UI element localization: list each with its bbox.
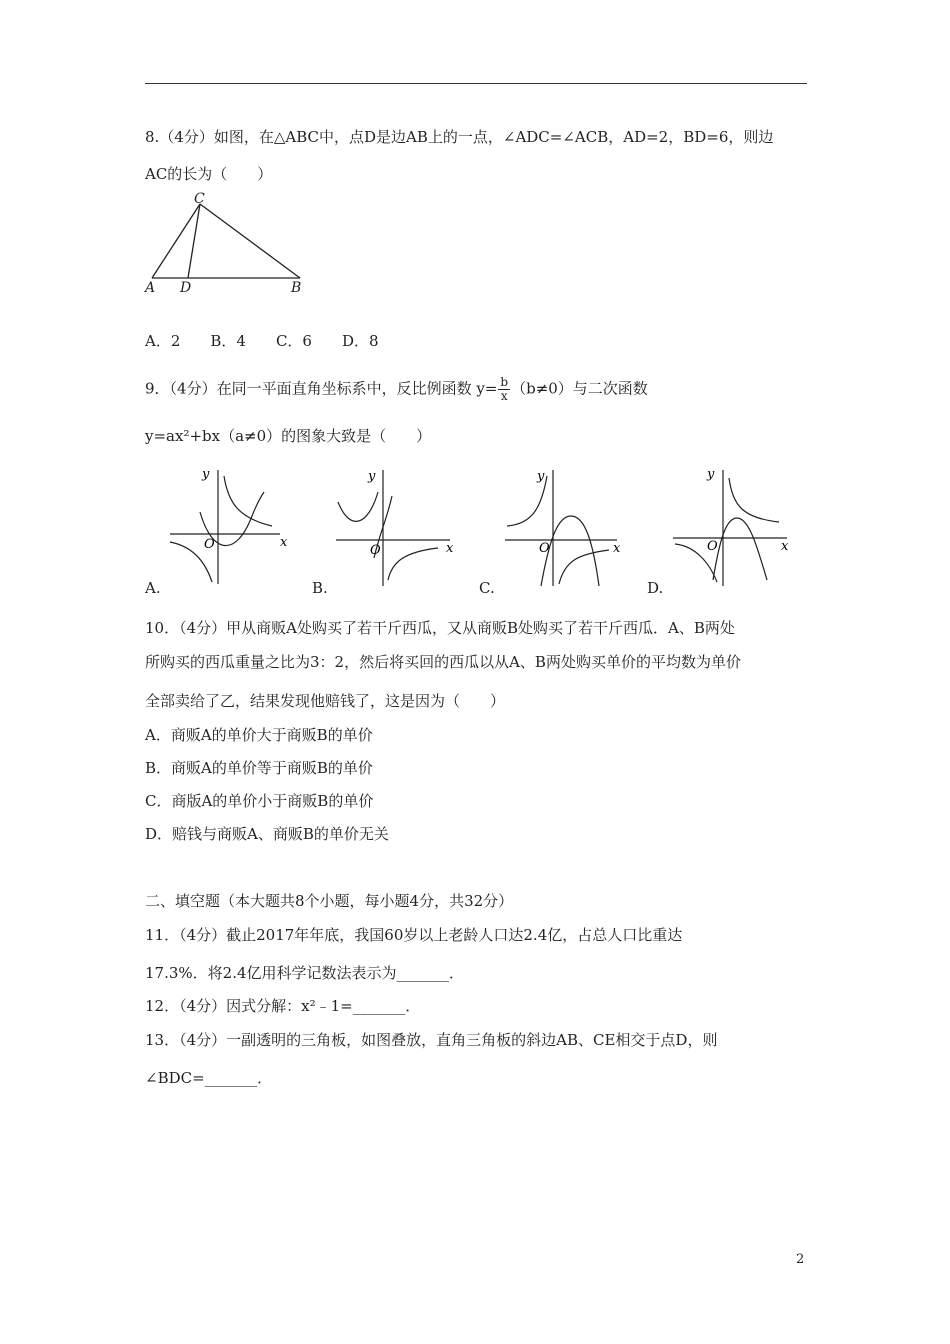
q9-fraction [498, 376, 510, 403]
q10-option-b: B．商贩A的单价等于商贩B的单价 [145, 759, 373, 777]
q10-text-line2: 所购买的西瓜重量之比为3：2，然后将买回的西瓜以从A、B两处购买单价的平均数为单价 [145, 653, 741, 671]
q9-graph-a [160, 462, 295, 592]
q13-text-line1: 13．（4分）一副透明的三角板，如图叠放，直角三角板的斜边AB、CE相交于点D，则 [145, 1031, 718, 1049]
q9-option-a-label: A. [145, 579, 161, 597]
header-rule [145, 83, 807, 84]
q9-graph-c [495, 462, 630, 592]
q10-option-d: D．赔钱与商贩A、商贩B的单价无关 [145, 825, 389, 843]
q9-c-axis-y: y [537, 469, 545, 484]
q8-text-line2: AC的长为（ ） [145, 165, 273, 183]
q8-triangle-figure [140, 190, 310, 300]
q9-a-axis-x: x [280, 535, 288, 550]
q8-label-d: D [180, 280, 192, 296]
q9-option-d-label: D. [647, 579, 664, 597]
q10-option-c: C．商版A的单价小于商贩B的单价 [145, 792, 374, 810]
q9-c-axis-x: x [613, 541, 621, 556]
q9-b-origin: O [370, 543, 381, 558]
q12-text: 12．（4分）因式分解：x²﹣1=_______． [145, 997, 421, 1015]
q8-text-line1: 8.（4分）如图，在△ABC中，点D是边AB上的一点，∠ADC=∠ACB，AD=2，BD=6，则边 [145, 128, 774, 146]
q9-c-origin: O [539, 541, 550, 556]
q9-graph-b [328, 462, 463, 592]
q10-text-line1: 10．（4分）甲从商贩A处购买了若干斤西瓜，又从商贩B处购买了若干斤西瓜．A、B两处 [145, 619, 735, 637]
q10-text-line3: 全部卖给了乙，结果发现他赔钱了，这是因为（ ） [145, 692, 506, 710]
q8-label-b: B [291, 280, 302, 296]
q9-text-post: （b≠0）与二次函数 [511, 379, 648, 398]
q9-text-pre: 9．（4分）在同一平面直角坐标系中，反比例函数 y= [145, 379, 498, 398]
q9-a-origin: O [204, 537, 215, 552]
q13-text-line2: ∠BDC=_______． [145, 1069, 273, 1087]
q9-option-b-label: B. [312, 579, 328, 597]
q9-text-line1 [145, 376, 648, 403]
q10-option-a: A．商贩A的单价大于商贩B的单价 [145, 726, 373, 744]
q8-options: A．2 B．4 C．6 D．8 [145, 332, 379, 350]
q9-option-c-label: C. [479, 579, 495, 597]
q9-text-line2: y=ax²+bx（a≠0）的图象大致是（ ） [145, 427, 432, 445]
q9-a-axis-y: y [202, 467, 210, 482]
q11-text-line2: 17.3%．将2.4亿用科学记数法表示为_______． [145, 964, 465, 982]
page-number: 2 [796, 1252, 805, 1267]
q9-b-axis-x: x [446, 541, 454, 556]
q9-frac-den: x [500, 389, 508, 403]
q9-frac-num: b [500, 375, 509, 389]
q9-d-axis-x: x [781, 539, 789, 554]
q11-text-line1: 11．（4分）截止2017年年底，我国60岁以上老龄人口达2.4亿，占总人口比重达 [145, 926, 683, 944]
q8-label-a: A [145, 280, 156, 296]
q9-graph-d [663, 462, 798, 592]
section-2-heading: 二、填空题（本大题共8个小题，每小题4分，共32分） [145, 892, 514, 910]
q9-d-axis-y: y [707, 467, 715, 482]
q9-b-axis-y: y [368, 469, 376, 484]
q8-label-c: C [194, 191, 205, 207]
q9-d-origin: O [707, 539, 718, 554]
